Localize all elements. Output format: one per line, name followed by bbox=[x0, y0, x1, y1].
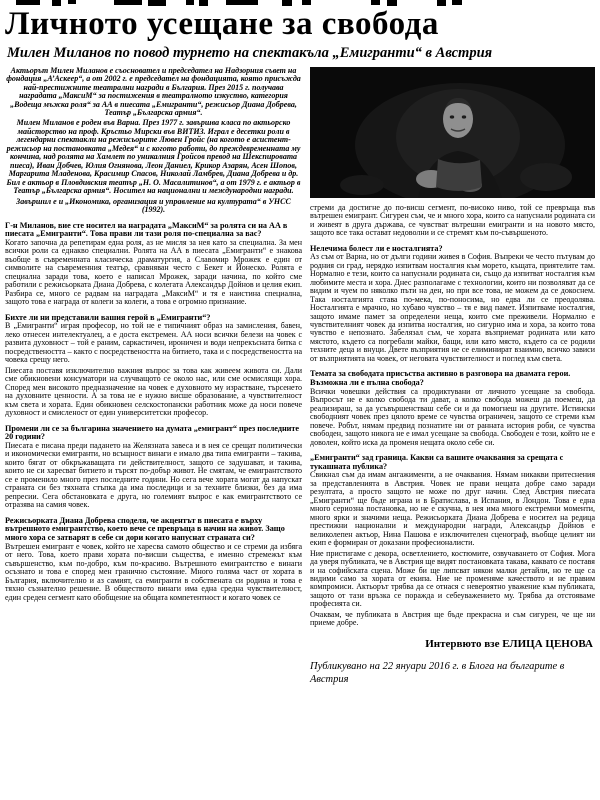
answer-paragraph: Когато започна да репетирам една роля, аз не мисля за нея като за специална. За мен всички роли са еднакво специални. Ролята на АА в пиесата „Емигранти“ е знакова въобще в съвременната класическа драматургия, а Славомир Мрожек е един от символите на съвременния театър, сравняван често с Бекет и Йонеско. Ролята е специална заради това, което е написал Мрожек, заради начина, по който сме работили с режисьорката Диана Добрева, с колегата Александър Дойнов и целия екип. Разбира се, много се радвам на наградата „МаксиМ“ и тя е наистина специална, защото това е награда от колеги за колеги, а това е огромно признание. bbox=[5, 238, 302, 307]
article-header bbox=[0, 0, 600, 62]
answer-paragraph: стреми да достигне до по-висш сегмент, по-високо ниво, той се превръща във вътрешен емигрант. Сигурен съм, че и много хора, които са напуснали родината си и живеят в друга държава, се чувстват вътрешни емигранти и на новото място, защото все така остават недоволни и се стремят към по-съвършеното. bbox=[310, 202, 595, 238]
answer-paragraph: Аз съм от Варна, но от дълги години живея в София. Въпреки че често пътувам до родния си град, нерядко изпитвам носталгия към морето, къщата, приятелите там. Нормално е тези, които са напуснали родината си, също да изпитват носталгия към любимите места и хора. Днес разполагаме с технологии, които ни позволяват да се видим и чуем по няколко пъти на ден, но при все това, не можем да се докоснем. Така носталгията става по-мека, по-поносима, но едва ли се преодолява. Носталгията е мрачно, но хубаво чувство – тя е вид памет. Изпитваме носталгия, защото имаме памет за определени неща, които сме преживели. Нормално е чувствителният човек да изпитва носталгия, но сигурно има и хора, за които това чувство е непознато. Забелязал съм, че хората възприемат родината или като мястото, където са погребали майки, бащи, или като място, където са се родили техните деца и внуци. Двете възприятия не се елиминират взаимно, всичко зависи от възприятията на човек, от неговата чувствителност и поглед към света. bbox=[310, 252, 595, 363]
left-column bbox=[5, 67, 302, 687]
question-paragraph: Нелечима болест ли е носталгията? bbox=[310, 243, 443, 253]
question-paragraph: Режисьорката Диана Добрева споделя, че акцентът в пиесата е върху вътрешното емигрантство, което вече се превръща в начин на живот. Защо много хора се затварят в себе си дори когато напуснат страната си? bbox=[5, 515, 285, 543]
article-subtitle: Милен Миланов по повод турнето на спектакъла „Емигранти“ в Австрия bbox=[7, 44, 493, 61]
intro-paragraph: Милен Миланов е роден във Варна. През 1977 г. завършва класа по актьорско майсторство на проф. Кръстьо Мирски във ВИТИЗ. Играл е десетки роли в легендарни спектакли на режисьорите Лювен Гройс (на когото е асистент-режисьор на постановката „Медея“ и с когото работи, до преждевременната му кончина, над ролята на Хамлет по уникалния Гройсов превод на Шекспировата пиеса), Иван Добчев, Юлия Огнянова, Леон Даниел, Крикор Азарян, Асен Шопов, Маргарита Младенова, Красимир Спасов, Николай Ламбрев, Диана Добрева и др. Бил е актьор в Пловдивския театър „Н. О. Масалитинов“, а от 1979 г. е актьор в Театър „Българска армия“. Носител на национални и международни награди. bbox=[6, 118, 301, 196]
article-body bbox=[0, 62, 600, 687]
article-title: Личното усещане за свобода bbox=[5, 6, 439, 42]
question-paragraph: Темата за свободата присъства активно в разговора на двамата герои. Възможна ли е пълна свобода? bbox=[310, 369, 571, 387]
question-paragraph: Промени ли се за българина значението на думата „емигрант“ през последните 20 години? bbox=[5, 423, 300, 442]
interviewer-byline: Интервюто взе ЕЛИЦА ЦЕНОВА bbox=[425, 637, 593, 650]
answer-paragraph: Вътрешен емигрант е човек, който не харесва самото общество и се стреми да избяга от него. Това, което прави хората по-висши същества, е именно стремежът към съвършенство, към по-добро, към по-красиво. Вътрешното емигрантство е винаги осъзнато и това е според мен гранично състояние. Много голяма част от хората в България, включително и аз самият, са емигранти в собствената си родина и това е тяхно съзнателно решение. В обществото винаги има една средна чувствителност, един среден сегмент като обобщение на общата компетентност и когато човек се bbox=[5, 541, 302, 602]
publication-note: Публикувано на 22 януари 2016 г. в Блога на българите в Австрия bbox=[310, 660, 565, 685]
answer-paragraph: В „Емигранти“ играя професор, но той не е типичният образ на замисления, бавен, леко отнесен интелектуалец, а е доста екстремен. АА носи всички белези на човек с развита духовност – той е раним, саркастичен, ироничен и води непрекъсната битка с посредствеността – както с посредствеността на битието, така и с посредствеността на човека срещу него. bbox=[5, 321, 302, 365]
answer-paragraph: Всички човешки действия са продиктувани от личното усещане за свобода. Въпросът не е колко свобода ти дават, а колко свобода можеш да поемеш, да реализираш, за да усъвършенстваш себе си и да помогнеш на другите. Истински свободният човек през цялото време се чувства ограничен, защото се стреми към повече. Робът, нямам предвид познатите ни от ранната история роби, се чувства свободен, защото никога не е имал усещане за свобода. Свободен е този, който не е доволен, който иска да променя нещата около себе си. bbox=[310, 386, 595, 447]
intro-paragraph: Завършил е и „Икономика, организация и управление на културата“ в УНСС (1992). bbox=[16, 196, 291, 215]
actor-portrait-photo bbox=[310, 67, 595, 198]
answer-paragraph: Пиесата е писана преди падането на Желязната завеса и в нея се срещат политически и икономически емигранти, но всъщност винаги е имало два типа емигранти – такива, които бягат от обкръжаващата ги действителност, защото се задушават, и такива, които не си харесват битието и търсят по-добър живот. Не смятам, че емигрантството се е променило много през последните години. Но сега вече хората могат да напускат страната си без тяхната стъпка да има последици и за техните близки, без да има репресии. Сега обстановката е друга, но големият въпрос е как емигрантството се отразява на самия човек. bbox=[5, 440, 302, 510]
answer-paragraph: Свикнал съм да имам ангажименти, а не очаквания. Нямам никакви притеснения за представленията в Австрия. Човек не прави нещата добре само заради резултата, а просто защото не може по друг начин. След Австрия пиесата „Емигранти“ ще бъде играна и в Братислава, в Испания, в Лондон. Това е една много сериозна постановка, но не е скучна, в нея има много екстремни моменти, много ярки и значими неща. Режисьорката Диана Добрева е носител на редица престижни национални и международни награди, Александър Дойнов е великолепен актьор, Нина Пашова е изключителен сценограф, въобще целият ни екип е формиран от доказани професионалисти. bbox=[310, 470, 595, 548]
question-paragraph: Бихте ли ни представили вашия герой в „Емигранти“? bbox=[5, 312, 211, 322]
cropped-headline-fragments bbox=[0, 0, 600, 8]
question-paragraph: Г-н Миланов, вие сте носител на наградата „МаксиМ“ за ролята си на АА в пиесата „Емигранти“. Това прави ли тази роля по-специална за вас? bbox=[5, 220, 288, 239]
answer-paragraph: Пиесата поставя изключително важния въпрос за това как живеем живота си. Дали сме обикновени консуматори на случващото се около нас, или сме осмислящи хора. Според мен високото предназначение на човек е духовното му израстване, търсенето на духовните ценности. А за това не е нужно висше образование, а чувствителност към света и хората. Един обикновен селскостопански работник може да носи повече духовност и смисленост от един университетски професор. bbox=[5, 365, 302, 418]
article-photo bbox=[310, 67, 595, 198]
right-column bbox=[310, 67, 595, 687]
answer-paragraph: Очаквам, че публиката в Австрия ще бъде прекрасна и съм сигурен, че ще ни приеме добре. bbox=[310, 609, 595, 628]
answer-paragraph: Ние пристигаме с декора, осветлението, костюмите, озвучаването от София. Мога да уверя публиката, че в Австрия ще видят постановката такава, каквато се поставя и на софийската сцена. Може би ще липсват някои малки детайли, но те ще са видими само за хората от екипа. Ние не променяме качеството и не правим компромиси. Актьорът трябва да се отнася с невероятно уважение към публиката, защото от тази връзка се поражда и себеуважението му. Трябва да отстояваме професията си. bbox=[310, 548, 595, 609]
intro-paragraph: Актьорът Милен Миланов е съосновател и председател на Надзорния съвет на фондация „А’Аскеер“, а от 2002 г. е председател на фондацията, която присъжда най-престижните театрални награди в България. През 2015 г. получава наградата „МаксиМ“ за постижения в театралното изкуство, категория „Водеща мъжка роля“ за АА в пиесата „Емигранти“, режисьор Диана Добрева, Театър „Българска армия“. bbox=[6, 65, 301, 117]
question-paragraph: „Емигранти“ зад граница. Какви са вашите очаквания за срещата с тукашната публика? bbox=[310, 452, 564, 471]
